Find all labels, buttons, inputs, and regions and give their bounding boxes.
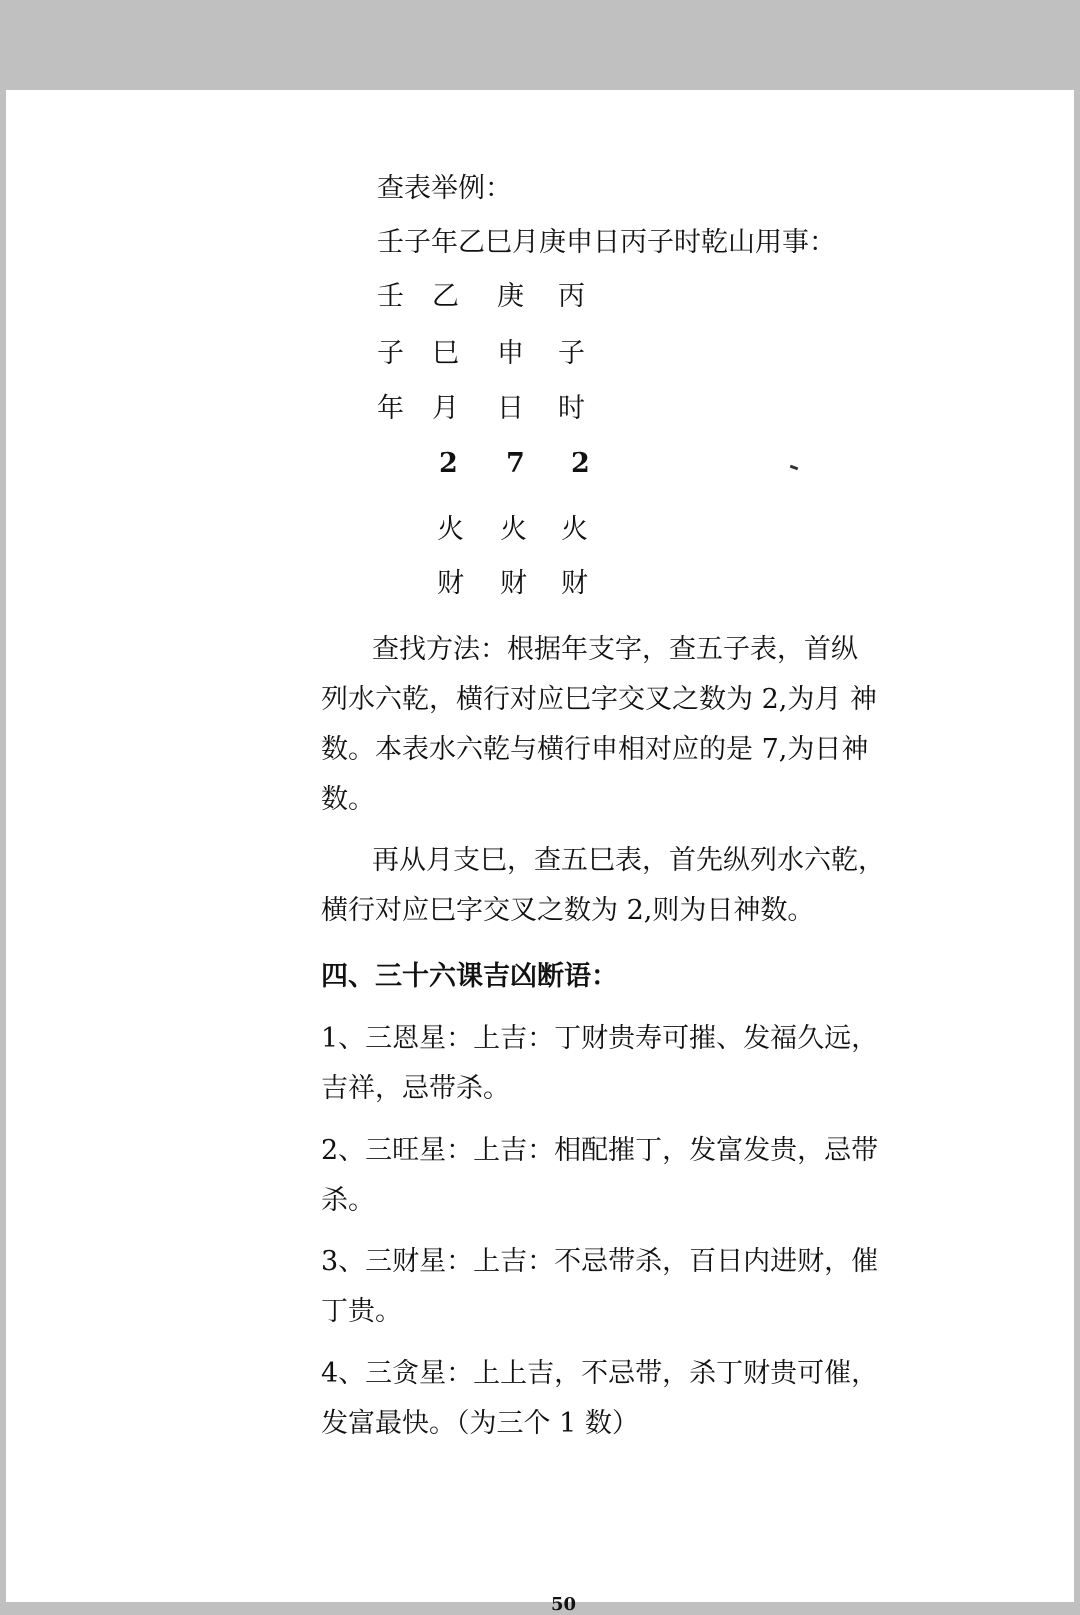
stem-month: 乙 [432, 281, 459, 312]
example-heading: 查表举例： [377, 173, 512, 204]
relation-month: 财 [437, 568, 464, 599]
method-line-2: 列水六乾，横行对应巳字交叉之数为 2,为月 神 [321, 684, 877, 715]
item-2-line-2: 杀。 [321, 1185, 375, 1216]
section-heading: 四、三十六课吉凶断语： [321, 961, 618, 992]
branch-month: 巳 [432, 338, 459, 369]
again-line-1: 再从月支巳，查五巳表，首先纵列水六乾， [372, 845, 885, 876]
document-page [6, 90, 1074, 1615]
branch-day: 申 [497, 338, 524, 369]
item-1-line-2: 吉祥，忌带杀。 [321, 1073, 510, 1104]
element-hour: 火 [561, 514, 588, 545]
element-month: 火 [437, 514, 464, 545]
item-4-line-2: 发富最快。（为三个 1 数） [321, 1408, 639, 1439]
stray-mark [790, 465, 799, 471]
number-hour: 2 [571, 448, 590, 479]
method-line-1: 查找方法：根据年支字，查五子表，首纵 [372, 634, 858, 665]
item-3-line-2: 丁贵。 [321, 1296, 402, 1327]
item-3-line-1: 3、三财星：上吉：不忌带杀，百日内进财，催 [321, 1246, 879, 1277]
example-line: 壬子年乙巳月庚申日丙子时乾山用事： [377, 227, 836, 258]
stem-day: 庚 [497, 281, 524, 312]
stem-year: 壬 [377, 281, 404, 312]
again-line-2: 横行对应巳字交叉之数为 2,则为日神数。 [321, 895, 815, 926]
item-1-line-1: 1、三恩星：上吉：丁财贵寿可摧、发福久远， [321, 1023, 879, 1054]
page-number: 50 [551, 1594, 577, 1615]
unit-day: 日 [497, 393, 524, 424]
branch-year: 子 [377, 338, 404, 369]
relation-hour: 财 [561, 568, 588, 599]
number-day: 7 [506, 448, 525, 479]
stem-hour: 丙 [558, 281, 585, 312]
unit-month: 月 [432, 393, 459, 424]
method-line-4: 数。 [321, 784, 375, 815]
branch-hour: 子 [558, 338, 585, 369]
number-month: 2 [439, 448, 458, 479]
element-day: 火 [500, 514, 527, 545]
method-line-3: 数。本表水六乾与横行申相对应的是 7,为日神 [321, 734, 869, 765]
unit-year: 年 [377, 393, 404, 424]
relation-day: 财 [500, 568, 527, 599]
item-2-line-1: 2、三旺星：上吉：相配摧丁，发富发贵，忌带 [321, 1135, 879, 1166]
unit-hour: 时 [558, 393, 585, 424]
item-4-line-1: 4、三贪星：上上吉，不忌带，杀丁财贵可催， [321, 1358, 879, 1389]
